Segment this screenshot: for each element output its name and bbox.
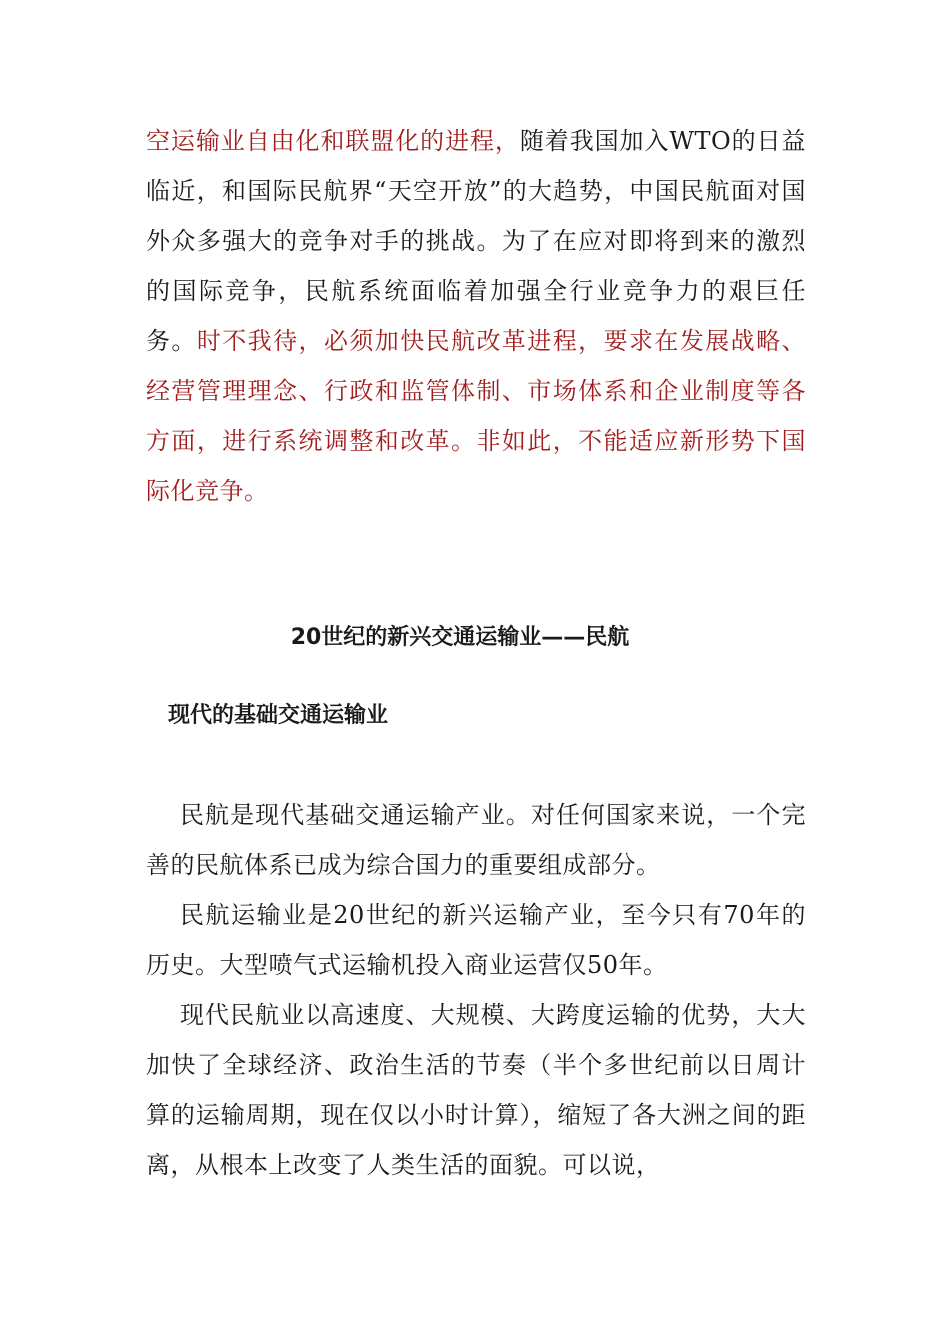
paragraph-text: 民航运输业是20世纪的新兴运输产业，至今只有70年的历史。大型喷气式运输机投入商业运营仅50年。 (146, 901, 806, 979)
section-title: 20世纪的新兴交通运输业——民航 (290, 625, 630, 650)
paragraph-text: 民航是现代基础交通运输产业。对任何国家来说，一个完善的民航体系已成为综合国力的重要组成部分。 (146, 801, 806, 879)
intro-paragraph (146, 116, 806, 516)
body-text-segment: 随着我国加入WTO的日益临近，和国际民航界“天空开放”的大趋势，中国民航面对国外众多强大的竞争对手的挑战。为了在应对即将到来的激烈的国际竞争，民航系统面临着加强全行业竞争力的艰巨任务。 (146, 127, 806, 355)
section-subtitle: 现代的基础交通运输业 (168, 703, 389, 728)
paragraph-text: 现代民航业以高速度、大规模、大跨度运输的优势，大大加快了全球经济、政治生活的节奏（半个多世纪前以日周计算的运输周期，现在仅以小时计算），缩短了各大洲之间的距离，从根本上改变了人类生活的面貌。可以说， (146, 1001, 806, 1179)
paragraph-3 (146, 990, 806, 1190)
emphasis-text-1: 空运输业自由化和联盟化的进程， (146, 127, 520, 155)
paragraph-1 (146, 790, 806, 890)
emphasis-text-2: 时不我待，必须加快民航改革进程，要求在发展战略、经营管理理念、行政和监管体制、市场体系和企业制度等各方面，进行系统调整和改革。非如此，不能适应新形势下国际化竞争。 (146, 327, 807, 505)
paragraph-2 (146, 890, 806, 990)
intro-paragraph-text (146, 116, 806, 516)
